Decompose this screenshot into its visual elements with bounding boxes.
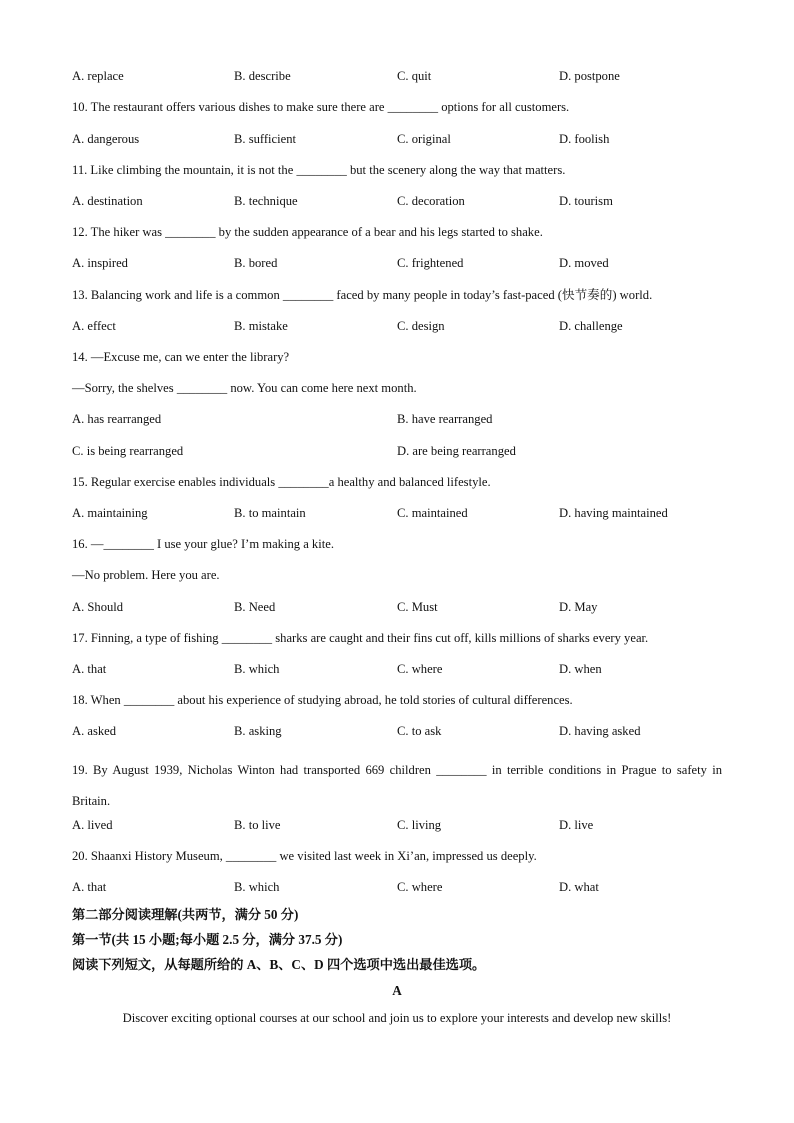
q16-option-c: C. Must bbox=[397, 600, 438, 614]
q15-option-a: A. maintaining bbox=[72, 506, 148, 520]
section-part2-heading: 第二部分阅读理解(共两节，满分 50 分) bbox=[72, 907, 299, 922]
q13-option-a: A. effect bbox=[72, 319, 116, 333]
q11-option-b: B. technique bbox=[234, 194, 298, 208]
q10-option-b: B. sufficient bbox=[234, 132, 297, 146]
q15-option-c: C. maintained bbox=[397, 506, 468, 520]
q10-option-a: A. dangerous bbox=[72, 132, 140, 146]
q13-stem: 13. Balancing work and life is a common ________ faced by many people in today’s fast-paced (快节奏的) world. bbox=[72, 288, 653, 302]
q17-option-b: B. which bbox=[234, 662, 280, 676]
q13-option-b: B. mistake bbox=[234, 319, 288, 333]
q14-option-b: B. have rearranged bbox=[397, 412, 493, 426]
q11-option-d: D. tourism bbox=[559, 194, 613, 208]
q15-stem: 15. Regular exercise enables individuals ________a healthy and balanced lifestyle. bbox=[72, 475, 491, 489]
q9-option-b: B. describe bbox=[234, 69, 291, 83]
q12-option-d: D. moved bbox=[559, 256, 609, 270]
q17-option-a: A. that bbox=[72, 662, 107, 676]
q12-option-b: B. bored bbox=[234, 256, 278, 270]
q18-option-b: B. asking bbox=[234, 724, 282, 738]
q18-option-d: D. having asked bbox=[559, 724, 641, 738]
q14-stem-line1: 14. —Excuse me, can we enter the library? bbox=[72, 350, 290, 364]
q20-option-d: D. what bbox=[559, 880, 599, 894]
q16-option-d: D. May bbox=[559, 600, 598, 614]
q18-option-c: C. to ask bbox=[397, 724, 442, 738]
q13-option-d: D. challenge bbox=[559, 319, 623, 333]
q19-option-d: D. live bbox=[559, 818, 594, 832]
q17-option-d: D. when bbox=[559, 662, 602, 676]
q11-stem: 11. Like climbing the mountain, it is not the ________ but the scenery along the way that matters. bbox=[72, 163, 566, 177]
section-sub1-heading: 第一节(共 15 小题;每小题 2.5 分，满分 37.5 分) bbox=[72, 932, 343, 947]
q18-stem: 18. When ________ about his experience of studying abroad, he told stories of cultural differences. bbox=[72, 693, 573, 707]
q16-option-b: B. Need bbox=[234, 600, 276, 614]
q14-option-a: A. has rearranged bbox=[72, 412, 162, 426]
q14-stem-line2: —Sorry, the shelves ________ now. You can come here next month. bbox=[72, 381, 417, 395]
q11-option-c: C. decoration bbox=[397, 194, 465, 208]
q20-option-a: A. that bbox=[72, 880, 107, 894]
q13-option-c: C. design bbox=[397, 319, 445, 333]
passage-label: A bbox=[392, 983, 402, 998]
q15-option-d: D. having maintained bbox=[559, 506, 668, 520]
q19-option-b: B. to live bbox=[234, 818, 281, 832]
q20-option-b: B. which bbox=[234, 880, 280, 894]
q10-option-c: C. original bbox=[397, 132, 451, 146]
q20-stem: 20. Shaanxi History Museum, ________ we visited last week in Xi’an, impressed us deeply. bbox=[72, 849, 537, 863]
q17-option-c: C. where bbox=[397, 662, 443, 676]
q9-option-c: C. quit bbox=[397, 69, 432, 83]
q14-option-c: C. is being rearranged bbox=[72, 444, 184, 458]
passage-intro: Discover exciting optional courses at our school and join us to explore your interests and develop new skills! bbox=[122, 1011, 672, 1025]
q9-option-a: A. replace bbox=[72, 69, 124, 83]
q12-stem: 12. The hiker was ________ by the sudden appearance of a bear and his legs started to shake. bbox=[72, 225, 543, 239]
q10-option-d: D. foolish bbox=[559, 132, 610, 146]
q11-option-a: A. destination bbox=[72, 194, 143, 208]
q17-stem: 17. Finning, a type of fishing ________ sharks are caught and their fins cut off, kills millions of sharks every year. bbox=[72, 631, 649, 645]
q16-option-a: A. Should bbox=[72, 600, 124, 614]
q19-option-a: A. lived bbox=[72, 818, 113, 832]
q16-stem-line2: —No problem. Here you are. bbox=[72, 568, 220, 582]
q19-stem: 19. By August 1939, Nicholas Winton had transported 669 children ________ in terrible conditions in Prague to safety in Britain. bbox=[72, 763, 722, 808]
q10-stem: 10. The restaurant offers various dishes to make sure there are ________ options for all customers. bbox=[72, 100, 570, 114]
q12-option-c: C. frightened bbox=[397, 256, 464, 270]
section-instruction: 阅读下列短文，从每题所给的 A、B、C、D 四个选项中选出最佳选项。 bbox=[72, 957, 486, 972]
q20-option-c: C. where bbox=[397, 880, 443, 894]
q16-stem-line1: 16. —________ I use your glue? I’m making a kite. bbox=[72, 537, 334, 551]
q19-option-c: C. living bbox=[397, 818, 442, 832]
q9-option-d: D. postpone bbox=[559, 69, 620, 83]
q14-option-d: D. are being rearranged bbox=[397, 444, 516, 458]
q15-option-b: B. to maintain bbox=[234, 506, 306, 520]
q12-option-a: A. inspired bbox=[72, 256, 128, 270]
q18-option-a: A. asked bbox=[72, 724, 117, 738]
